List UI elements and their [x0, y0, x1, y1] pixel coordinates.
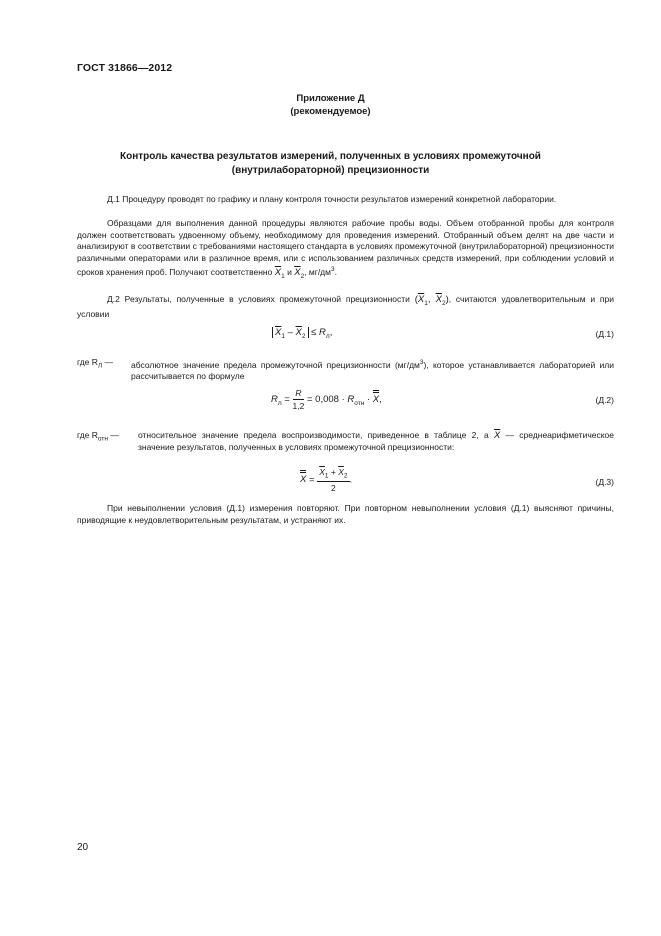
x-mean-symbol: $\overline{X}$ — [493, 430, 501, 441]
paragraph-d2-text-a: Д.2 Результаты, полученные в условиях промежуточной прецизионности — [107, 294, 410, 304]
equation-d2-label: (Д.2) — [595, 395, 614, 405]
paragraph-final: При невыполнении условия (Д.1) измерения повторяют. При повторном невыполнении условия (Д.1) выясняют причины, приводящие к неудовлетворительным результатам, и устраняют их. — [77, 503, 614, 525]
paragraph-samples-unit-sup: 3 — [331, 266, 335, 273]
page-number: 20 — [77, 842, 89, 853]
section-title — [0, 150, 661, 178]
paragraph-samples-text: Образцами для выполнения данной процедуры являются рабочие пробы воды. Объем отобранной пробы для контроля должен соответствовать удвоенному объему, необходимому для проведения измерений. Отобранный объем делят на две части и анализируют в соответствии с требованиями настоящего стандарта в условиях промежуточной (внутрилабораторной) прецизионности различными операторами или в различное время, или с использованием различных средств измерений, при соблюдении условий и сроков хранения проб. Получают соответственно — [77, 218, 614, 277]
equation-d2-fraction: $\frac{R}{1,2}$ — [292, 388, 305, 411]
x2-symbol: $\overline{X}_2$ — [294, 266, 305, 280]
equation-d3-fraction: $\frac{\overline{X}_1 + \overline{X}_2}{2}$ — [319, 467, 348, 493]
equation-d1: $\overline{X}_1 - \overline{X}_2 \le R_л$, — [272, 327, 332, 340]
paragraph-d2 — [77, 294, 614, 321]
definition-rl-term: где $R_Л$ — — [77, 357, 114, 370]
paragraph-d2-text-b: , считаются удовлетворительным и при условии — [77, 294, 615, 320]
paragraph-d1: Д.1 Процедуру проводят по графику и плану контроля точности результатов измерений конкретной лаборатории. — [107, 194, 557, 204]
document-header: ГОСТ 31866—2012 — [77, 62, 173, 74]
equation-d1-label: (Д.1) — [595, 329, 614, 339]
appendix-title: Приложение Д — [296, 93, 365, 104]
paragraph-samples-and: и — [287, 266, 292, 277]
definition-rotn-text: относительное значение предела воспроизводимости, приведенное в таблице 2, а $\overline{X}$ — среднеарифметическое значение результатов, полученных в условиях промежуточной прецизионности: — [138, 430, 614, 452]
appendix-subtitle: (рекомендуемое) — [290, 106, 371, 117]
equation-d2: $R_л$ = $\frac{R}{1,2}$ = $0,008 \cdot R_{отн} \cdot X$, — [271, 388, 382, 411]
definition-rl-text: абсолютное значение предела промежуточной прецизионности $(мг/дм^3)$, которое устанавливается лабораторией или рассчитывается по формуле — [131, 359, 614, 382]
definition-rotn-term: где $R_{отн}$ — — [77, 430, 119, 443]
pair-symbol: ($\overline{X}_1$, $\overline{X}_2$) — [414, 294, 449, 307]
section-title-line2: (внутрилабораторной) прецизионности — [231, 165, 430, 176]
paragraph-samples: Образцами для выполнения данной процедуры являются рабочие пробы воды. Объем отобранной пробы для контроля должен соответствовать удвоенному объему, необходимому для проведения измерений. Отобранный объем делят на две части и анализируют в соответствии с требованиями настоящего стандарта в условиях промежуточной (внутрилабораторной) прецизионности различными операторами или в различное время, или с использованием различных средств измерений, при соблюдении условий и сроков хранения проб. Получают соответственно $\overline{X}_1$ и $\overline{X}_2$, $мг/дм^3$. — [77, 218, 614, 280]
x1-symbol: $\overline{X}_1$ — [274, 266, 285, 280]
equation-d3-label: (Д.3) — [595, 477, 614, 487]
paragraph-samples-unit: , мг/дм — [304, 266, 331, 277]
appendix-heading — [0, 92, 661, 118]
equation-d3: X = $\frac{\overline{X}_1 + \overline{X}_2}{2}$ . — [300, 467, 353, 493]
section-title-line1: Контроль качества результатов измерений, полученных в условиях промежуточной — [120, 151, 541, 162]
